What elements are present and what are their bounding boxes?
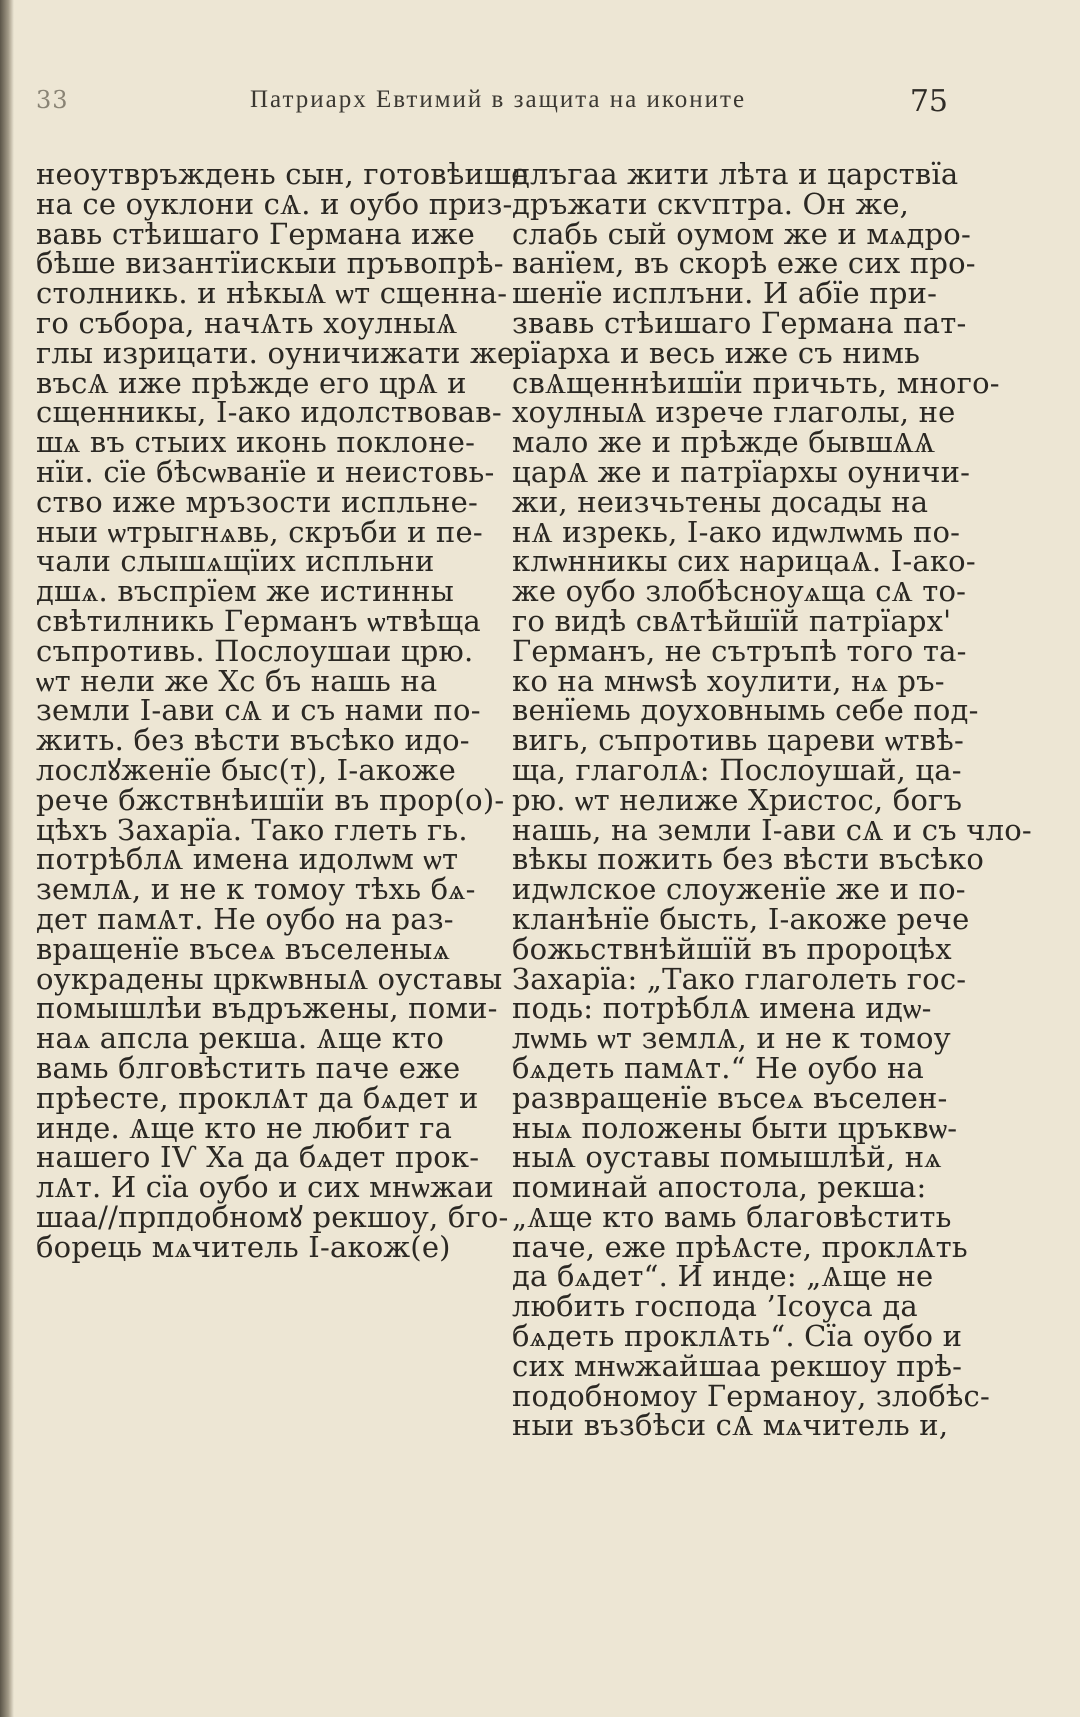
- text-line: ѡт нели же Хс бъ нашь на: [36, 663, 438, 698]
- page-binding-edge: [0, 0, 14, 1717]
- text-line: же оубо злобѣсноуѧща сѦ то-: [512, 574, 967, 609]
- text-line: инде. Ѧще кто не любит га: [36, 1110, 453, 1145]
- text-line: мало же и прѣжде бывшѦѦ: [512, 425, 936, 460]
- text-line: да бѧдет“. И инде: „Ѧще не: [512, 1259, 934, 1294]
- text-line: кланѣнїе бысть, І-акоже рече: [512, 901, 970, 936]
- text-line: оукрадены цркѡвныѦ оуставы: [36, 961, 503, 996]
- text-line: длъгаа жити лѣта и царствїа: [512, 157, 959, 191]
- text-line: дшѧ. въспрїем же истинны: [36, 574, 455, 609]
- text-line: развращенїе въсеѧ въселен-: [512, 1080, 948, 1115]
- running-title: Патриарх Евтимий в защита на иконите: [250, 86, 747, 113]
- text-line: ныи ѡтрыгнѧвь, скръби и пе-: [36, 514, 483, 549]
- text-line: любить господа ’Ісоуса да: [512, 1289, 918, 1324]
- text-line: свѣтилникь Германъ ѡтвѣща: [36, 603, 481, 638]
- text-line: нашего ІѴ Ха да бѧдет прок-: [36, 1140, 480, 1175]
- text-line: борець мѧчитель І-акож(е): [36, 1229, 451, 1264]
- text-line: лѦт. И сїа оубо и сих мнѡжаи: [36, 1170, 494, 1205]
- text-line: вавь стѣишаго Германа иже: [36, 216, 475, 251]
- text-line: паче, еже прѣѦсте, проклѦть: [512, 1229, 968, 1264]
- text-line: рече бжствнѣишїи въ прор(о)-: [36, 782, 505, 817]
- text-line: наѧ апсла рекша. Ѧще кто: [36, 1021, 444, 1056]
- text-line: рю. ѡт нелиже Христос, богъ: [512, 782, 963, 817]
- text-line: венїемь доуховнымь себе под-: [512, 693, 979, 728]
- left-page-number: 33: [36, 86, 69, 114]
- text-line: идѡлское слоуженїе же и по-: [512, 872, 966, 907]
- text-line: хоулныѦ изрече глаголы, не: [512, 395, 956, 430]
- text-line: поминай апостола, рекша:: [512, 1170, 927, 1205]
- text-line: помышлѣи въдръжены, поми-: [36, 991, 498, 1026]
- text-line: „Ѧще кто вамь благовѣстить: [512, 1199, 952, 1234]
- page-number: 75: [909, 84, 948, 119]
- text-line: дет памѦт. Не оубо на раз-: [36, 901, 454, 936]
- text-line: неоутвръждень сын, готовѣише: [36, 157, 529, 191]
- text-line: ныѧ положены быти цръквѡ-: [512, 1110, 958, 1145]
- right-text-column: [512, 157, 1032, 1443]
- text-line: лослꙋженїе быс(т), І-акоже: [36, 752, 457, 787]
- text-line: ко на мнѡѕѣ хоулити, нѧ ръ-: [512, 663, 945, 698]
- text-line: царѦ же и патрїархы оуничи-: [512, 454, 971, 489]
- text-line: божьствнѣйшїй въ пророцѣх: [512, 931, 952, 966]
- text-line: въсѦ иже прѣжде его црѦ и: [36, 365, 467, 400]
- text-line: шѧ въ стыих иконь поклоне-: [36, 425, 476, 460]
- text-line: потрѣблѦ имена идолѡм ѡт: [36, 842, 459, 877]
- text-line: ща, глаголѦ: Послоушай, ца-: [512, 752, 962, 787]
- text-line: ныи възбѣси сѦ мѧчитель и,: [512, 1408, 949, 1443]
- running-header: [36, 82, 948, 122]
- text-line: свѦщеннѣишїи причьть, много-: [512, 365, 1000, 400]
- text-line: столникь. и нѣкыѦ ѡт сщенна-: [36, 276, 508, 311]
- text-line: подобномоу Германоу, злобѣс-: [512, 1378, 990, 1413]
- text-line: жи, неизчьтены досады на: [512, 484, 929, 519]
- text-line: клѡнникы сих нарицаѦ. І-ако-: [512, 544, 976, 579]
- text-line: цѣхъ Захарїа. Тако глеть гь.: [36, 812, 468, 847]
- text-line: ство иже мръзости испльне-: [36, 484, 478, 519]
- text-line: нїи. сїе бѣсѡванїе и неистовь-: [36, 454, 495, 489]
- left-text-column: [36, 157, 529, 1264]
- text-line: шенїе исплъни. И абїе при-: [512, 276, 938, 311]
- text-line: вращенїе въсеѧ въселеныѧ: [36, 931, 450, 966]
- text-line: слабь сый оумом же и мѧдро-: [512, 216, 971, 251]
- text-line: землѦ, и не к томоу тѣхь бѧ-: [36, 872, 476, 907]
- text-line: шаа//прпдобномꙋ рекшоу, бго-: [36, 1199, 509, 1234]
- text-line: жить. без вѣсти въсѣко идо-: [36, 723, 470, 758]
- text-line: бѣше византїискыи пръвопрѣ-: [36, 246, 504, 281]
- text-line: глы изрицати. оуничижати же: [36, 335, 515, 370]
- text-line: лѡмь ѡт землѦ, и не к томоу: [512, 1021, 951, 1056]
- text-line: Германъ, не сътръпѣ того та-: [512, 633, 967, 668]
- text-line: вамь блговѣстить паче еже: [36, 1050, 461, 1085]
- text-line: вигь, съпротивь цареви ѡтвѣ-: [512, 723, 964, 758]
- text-line: дръжати скѵптра. Он же,: [512, 186, 910, 221]
- text-line: съпротивь. Послоушаи црю.: [36, 633, 474, 668]
- text-line: вѣкы пожить без вѣсти въсѣко: [512, 842, 985, 877]
- text-line: нѦ изрекь, І-ако идѡлѡмь по-: [512, 514, 961, 549]
- text-line: нашь, на земли І-ави сѦ и съ чло-: [512, 812, 1032, 847]
- text-line: рїарха и весь иже съ нимь: [512, 335, 921, 370]
- text-line: Захарїа: „Тако глаголеть гос-: [512, 961, 967, 996]
- text-line: звавь стѣишаго Германа пат-: [512, 305, 967, 340]
- text-line: бѧдеть памѦт.“ Не оубо на: [512, 1050, 925, 1085]
- text-line: го видѣ свѦтѣйшїй патрїарх': [512, 603, 952, 638]
- text-line: прѣесте, проклѦт да бѧдет и: [36, 1080, 479, 1115]
- text-line: чали слышѧщїих испльни: [36, 544, 435, 579]
- text-line: ныѦ оуставы помышлѣй, нѧ: [512, 1140, 942, 1175]
- text-line: земли І-ави сѦ и съ нами по-: [36, 693, 481, 728]
- text-line: сщенникы, І-ако идолствовав-: [36, 395, 502, 430]
- text-line: на се оуклони сѦ. и оубо приз-: [36, 186, 513, 221]
- text-line: го събора, начѦть хоулныѦ: [36, 305, 458, 340]
- text-line: ванїем, въ скорѣ еже сих про-: [512, 246, 976, 281]
- text-line: бѧдеть проклѦть“. Сїа оубо и: [512, 1319, 963, 1354]
- text-line: подь: потрѣблѦ имена идѡ-: [512, 991, 932, 1026]
- text-line: сих мнѡжайшаа рекшоу прѣ-: [512, 1348, 963, 1383]
